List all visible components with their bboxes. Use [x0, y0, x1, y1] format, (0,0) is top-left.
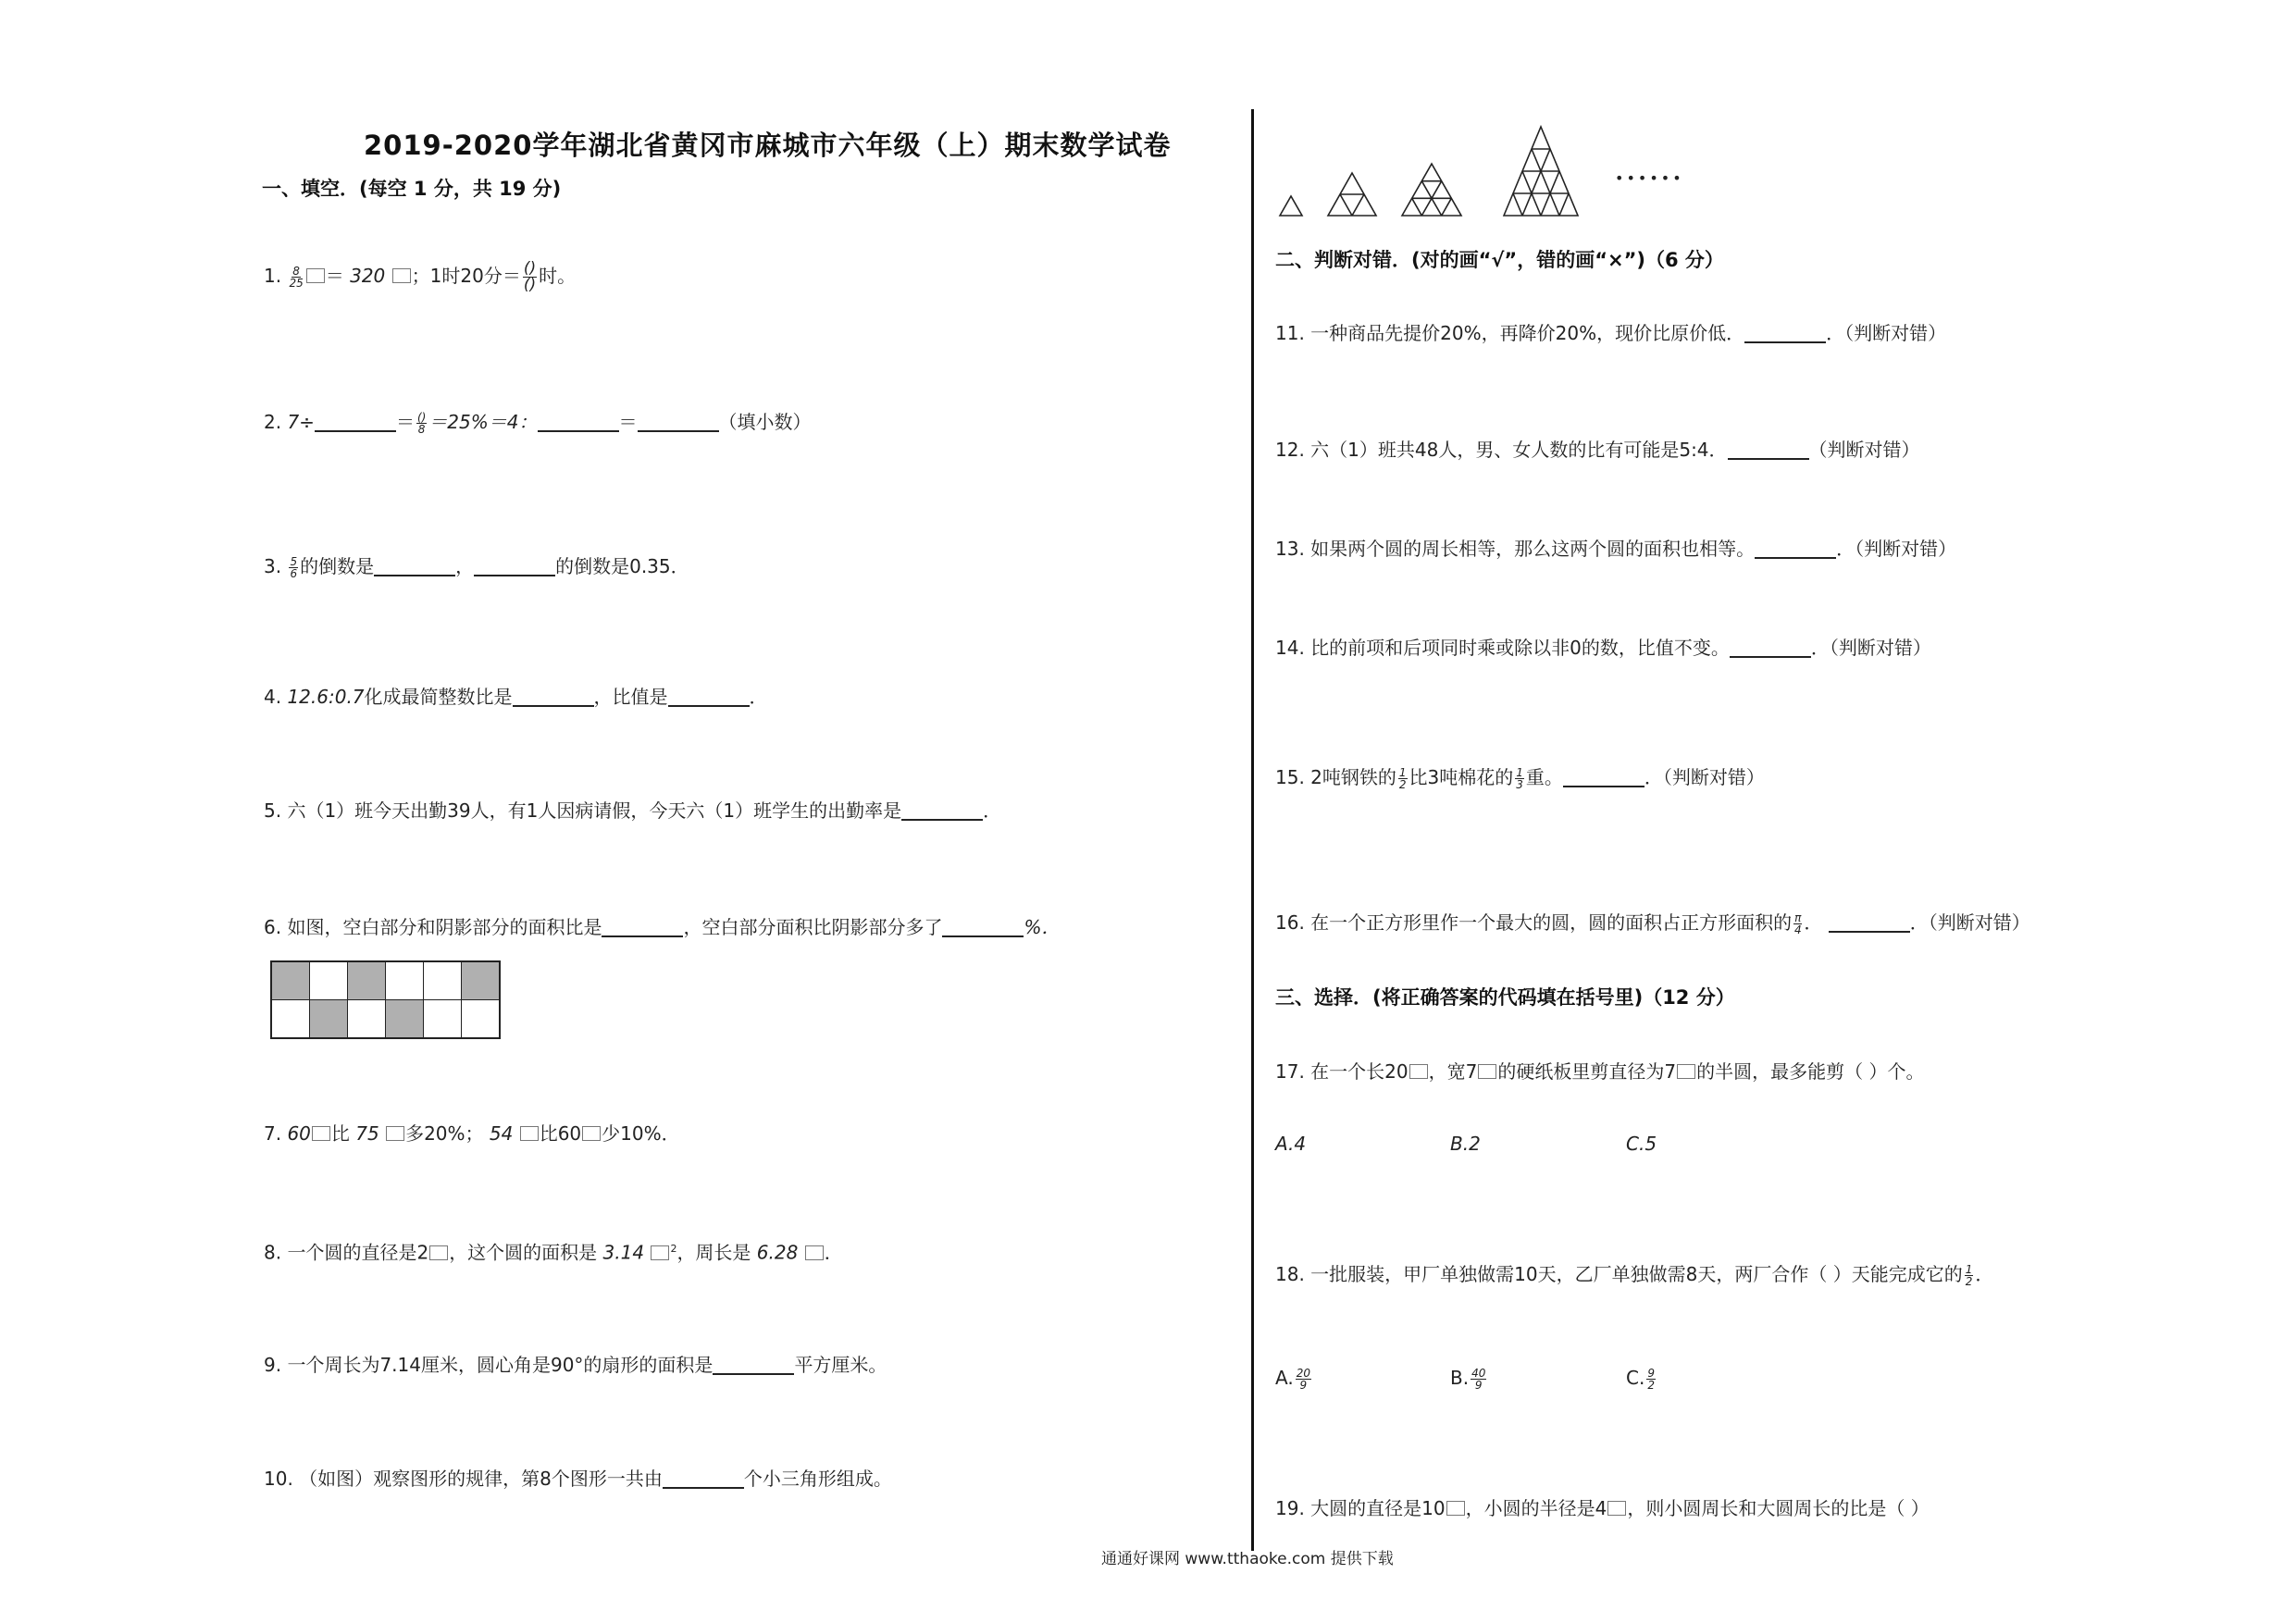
answer-blank[interactable] — [942, 915, 1024, 937]
question-12: 12. 六（1）班共48人，男、女人数的比有可能是5:4． （判断对错） — [1275, 439, 1920, 461]
unit-glyph — [392, 268, 411, 283]
unit-glyph — [1607, 1501, 1626, 1516]
fraction: $\frac{1}{2}$ — [1965, 1263, 1973, 1288]
grid-cell-shaded — [348, 961, 386, 1000]
footer-credit: 通通好课网 www.tthaoke.com 提供下载 — [1101, 1550, 1394, 1568]
section-true-false: 二、判断对错．(对的画“√”，错的画“×”)（6 分） — [1275, 249, 1724, 271]
question-3: 3. $\frac{5}{6}$ 的倒数是 ， 的倒数是0.35． — [264, 555, 689, 580]
grid-cell-shaded — [462, 961, 501, 1000]
unit-glyph — [520, 1126, 539, 1141]
question-15: 15. 2吨钢铁的 $\frac{1}{2}$ 比3吨棉花的 $\frac{1}{3}$ 重。 ．（判断对错） — [1275, 766, 1765, 791]
question-11: 11. 一种商品先提价20%，再降价20%，现价比原价低． ．（判断对错） — [1275, 322, 1947, 344]
question-7: 7. 60 比 75 多20%； 54 比60 少10%． — [264, 1122, 680, 1145]
grid-cell — [462, 1000, 501, 1039]
grid-cell — [271, 1000, 310, 1039]
answer-blank[interactable] — [901, 799, 983, 821]
unit-glyph — [1446, 1501, 1465, 1516]
unit-glyph — [1409, 1064, 1428, 1079]
continuation-dots: •••••• — [1615, 169, 1684, 187]
answer-blank[interactable] — [602, 915, 683, 937]
grid-cell — [424, 1000, 462, 1039]
answer-blank[interactable] — [1563, 765, 1644, 787]
page-title: 2019-2020学年湖北省黄冈市麻城市六年级（上）期末数学试卷 — [364, 130, 1172, 161]
choice-b[interactable]: B.2 — [1450, 1133, 1481, 1155]
answer-blank[interactable] — [668, 685, 750, 707]
fraction: $\frac{\pi}{4}$ — [1793, 911, 1802, 936]
answer-blank[interactable] — [713, 1353, 794, 1375]
question-5: 5. 六（1）班今天出勤39人，有1人因病请假，今天六（1）班学生的出勤率是 ． — [264, 799, 1002, 822]
fraction: $\frac{40}{9}$ — [1471, 1367, 1486, 1392]
unit-glyph — [429, 1245, 448, 1260]
question-8: 8. 一个圆的直径是2 ，这个圆的面积是 3.14 $^2$，周长是 6.28 ． — [264, 1241, 843, 1264]
grid-cell-shaded — [310, 1000, 348, 1039]
answer-blank[interactable] — [513, 685, 594, 707]
grid-cell-shaded — [271, 961, 310, 1000]
question-17: 17. 在一个长20 ，宽7 的硬纸板里剪直径为7 的半圆，最多能剪（ ）个。 — [1275, 1060, 1925, 1083]
question-9: 9. 一个周长为7.14厘米，圆心角是90°的扇形的面积是 平方厘米。 — [264, 1354, 887, 1376]
column-divider — [1251, 109, 1254, 1551]
unit-glyph — [651, 1245, 669, 1260]
answer-blank[interactable] — [538, 410, 619, 432]
section-fill-in: 一、填空．(每空 1 分，共 19 分) — [262, 178, 562, 200]
question-19: 19. 大圆的直径是10 ，小圆的半径是4 ，则小圆周长和大圆周长的比是（ ） — [1275, 1497, 1930, 1519]
answer-blank[interactable] — [374, 554, 455, 576]
unit-glyph — [312, 1126, 330, 1141]
grid-cell — [348, 1000, 386, 1039]
grid-cell — [424, 961, 462, 1000]
question-2: 2. 7÷ ＝ $\frac{()}{8}$ ＝25%＝4： ＝ （填小数） — [264, 411, 812, 436]
question-16: 16. 在一个正方形里作一个最大的圆，圆的面积占正方形面积的 $\frac{\pi}{4}$ ． ．（判断对错） — [1275, 911, 2030, 936]
grid-cell — [310, 961, 348, 1000]
fraction: $\frac{9}{2}$ — [1647, 1367, 1655, 1392]
answer-blank[interactable] — [638, 410, 719, 432]
unit-glyph — [306, 268, 325, 283]
section-multiple-choice: 三、选择．(将正确答案的代码填在括号里)（12 分） — [1275, 986, 1735, 1009]
question-4: 4. 12.6:0.7化成最简整数比是 ，比值是 ． — [264, 686, 768, 708]
answer-blank[interactable] — [1755, 537, 1836, 559]
fraction: $\frac{()}{()}$ — [523, 259, 537, 294]
fraction: $\frac{()}{8}$ — [416, 411, 427, 436]
question-6: 6. 如图，空白部分和阴影部分的面积比是 ，空白部分面积比阴影部分多了 %． — [264, 916, 1061, 938]
triangle-pattern-figure — [1272, 125, 1606, 222]
answer-blank[interactable] — [1744, 321, 1826, 343]
answer-blank[interactable] — [663, 1467, 744, 1489]
answer-blank[interactable] — [315, 410, 396, 432]
choice-c[interactable]: C. $\frac{9}{2}$ — [1626, 1367, 1655, 1392]
fraction: $\frac{20}{9}$ — [1296, 1367, 1310, 1392]
answer-blank[interactable] — [1730, 636, 1811, 658]
unit-glyph — [582, 1126, 601, 1141]
answer-blank[interactable] — [1728, 438, 1809, 460]
unit-glyph — [1478, 1064, 1496, 1079]
unit-glyph — [805, 1245, 824, 1260]
unit-glyph — [1677, 1064, 1695, 1079]
question-10: 10. （如图）观察图形的规律，第8个图形一共由 个小三角形组成。 — [264, 1468, 892, 1490]
choice-a[interactable]: A. $\frac{20}{9}$ — [1275, 1367, 1310, 1392]
question-1: 1. $\frac{8}{25}$ ＝ 320 ；1时20分＝ $\frac{()}{()}$ 时。 — [264, 259, 577, 294]
question-18: 18. 一批服装，甲厂单独做需10天，乙厂单独做需8天，两厂合作（ ）天能完成它的 $\frac{1}{2}$ ． — [1275, 1263, 1994, 1288]
choice-b[interactable]: B. $\frac{40}{9}$ — [1450, 1367, 1486, 1392]
grid-cell-shaded — [386, 1000, 424, 1039]
question-13: 13. 如果两个圆的周长相等，那么这两个圆的面积也相等。 ．（判断对错） — [1275, 538, 1957, 560]
choice-a[interactable]: A.4 — [1275, 1133, 1307, 1155]
fraction: $\frac{1}{3}$ — [1516, 766, 1523, 791]
unit-glyph — [386, 1126, 404, 1141]
grid-cell — [386, 961, 424, 1000]
answer-blank[interactable] — [1829, 911, 1910, 933]
choice-c[interactable]: C.5 — [1626, 1133, 1657, 1155]
fraction: $\frac{1}{2}$ — [1398, 766, 1407, 791]
fraction: $\frac{8}{25}$ — [289, 265, 304, 290]
question-14: 14. 比的前项和后项同时乘或除以非0的数，比值不变。 ．（判断对错） — [1275, 637, 1931, 659]
fraction: $\frac{5}{6}$ — [290, 555, 298, 580]
shaded-grid-figure — [270, 960, 501, 1039]
answer-blank[interactable] — [474, 554, 555, 576]
